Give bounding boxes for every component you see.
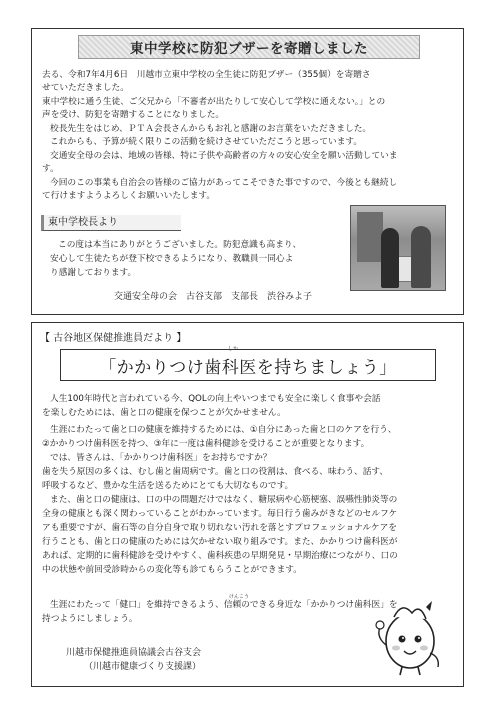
paragraph-line: 呼吸するなど、豊かな生活を送るためにとても大切なものです。 [42, 481, 294, 491]
paragraph-line: アも重要ですが、歯石等の自分自身で取り切れない汚れを落とすプロフェッショナルケアを [42, 523, 397, 533]
paragraph-line: 中の状態や前回受診時からの変化等も診てもらうことができます。 [42, 565, 302, 575]
paragraph-line: 声を受け、防犯を寄贈することになりました。 [42, 110, 225, 120]
paragraph-line: 去る、令和7年4月6日 川越市立東中学校の全生徒に防犯ブザー（355個）を寄贈さ [42, 70, 371, 80]
principal-line: この度は本当にありがとうございました。防犯意識も高まり、 [58, 240, 302, 250]
mascot-icon [366, 597, 448, 679]
article-crime-prevention [31, 28, 464, 315]
footer-dept: （川越市健康づくり支援課） [84, 662, 202, 672]
signature: 交通安全母の会 古谷支部 支部長 渋谷みよ子 [114, 292, 313, 302]
paragraph-line: 行うことも、歯と口の健康のためには欠かせない取り組みです。また、かかりつけ歯科医が [42, 537, 398, 547]
paragraph-line: 歯を失う原因の多くは、むし歯と歯周病です。歯と口の役割は、食べる、味わう、話す、 [42, 467, 389, 477]
paragraph-line: ②かかりつけ歯科医を持つ、③年に一度は歯科健診を受けることが重要となります。 [42, 439, 370, 449]
footer-org: 川越市保健推進員協議会古谷支会 [66, 648, 202, 658]
paragraph-line: これからも、予算が続く限りこの活動を続けさせていただこうと思っています。 [50, 137, 363, 147]
paragraph-line: 持つようにしましょう。 [42, 614, 138, 624]
paragraph-line: 人生100年時代と言われている今、QOLの向上やいつまでも安全に楽しく食事や会話 [50, 394, 381, 404]
ruby-shika: しか [228, 346, 239, 352]
paragraph-line: 交通安全母の会は、地域の皆様、特に子供や高齢者の方々の安心安全を願い活動していま [50, 151, 398, 161]
ruby-kenkou: けんこう [229, 594, 250, 600]
paragraph-line: て行けますようよろしくお願いいたします。 [42, 191, 216, 201]
paragraph-line: 今回のこの事業も自治会の皆様のご協力があってこそできた事ですので、今後とも継続し [50, 178, 398, 188]
paragraph-line: では、皆さんは、「かかりつけ歯科医」をお持ちですか？ [50, 453, 272, 463]
paragraph-line: す。 [42, 164, 59, 174]
paragraph-line: せていただきました。 [42, 83, 129, 93]
principal-line: り感謝しております。 [50, 268, 137, 278]
paragraph-line: 全身の健康とも深く関わっていることがわかっています。毎日行う歯みがきなどのセルフケ [42, 509, 398, 519]
paragraph-line: また、歯と口の健康は、口の中の問題だけではなく、糖尿病や心筋梗塞、誤嚥性肺炎等の [50, 495, 398, 505]
article-title: 東中学校に防犯ブザーを寄贈しました [130, 41, 368, 57]
article-title-box [60, 349, 436, 381]
paragraph-line: 生涯にわたって「健口」を維持できるよう、信頼のできる身近な「かかりつけ歯科医」を [50, 600, 398, 610]
donation-photo [350, 205, 446, 291]
paragraph-line: 校長先生をはじめ、ＰＴＡ会長さんからもお礼と感謝のお言葉をいただきました。 [50, 124, 372, 134]
paragraph-line: 東中学校に通う生徒、ご父兄から「不審者が出たりして安心して学校に通えない。」との [42, 97, 386, 107]
column-tag: 【 古谷地区保健推進員だより 】 [40, 333, 187, 344]
paragraph-line: 生涯にわたって歯と口の健康を維持するためには、①自分にあった歯と口のケアを行う、 [50, 425, 397, 435]
paragraph-line: を楽しむためには、歯と口の健康を保つことが欠かせません。 [42, 408, 286, 418]
paragraph-line: あれば、定期的に歯科健診を受けやすく、歯科疾患の早期発見・早期治療につながり、口の [42, 551, 398, 561]
principal-line: 安心して生徒たちが登下校できるようになり、教職員一同心よ [50, 254, 294, 264]
article-title: 「かかりつけ歯科医を持ちましょう」 [99, 357, 397, 378]
principal-heading: 東中学校長より [41, 215, 181, 231]
article-dental-health [31, 322, 464, 687]
article-title-banner [78, 35, 420, 59]
